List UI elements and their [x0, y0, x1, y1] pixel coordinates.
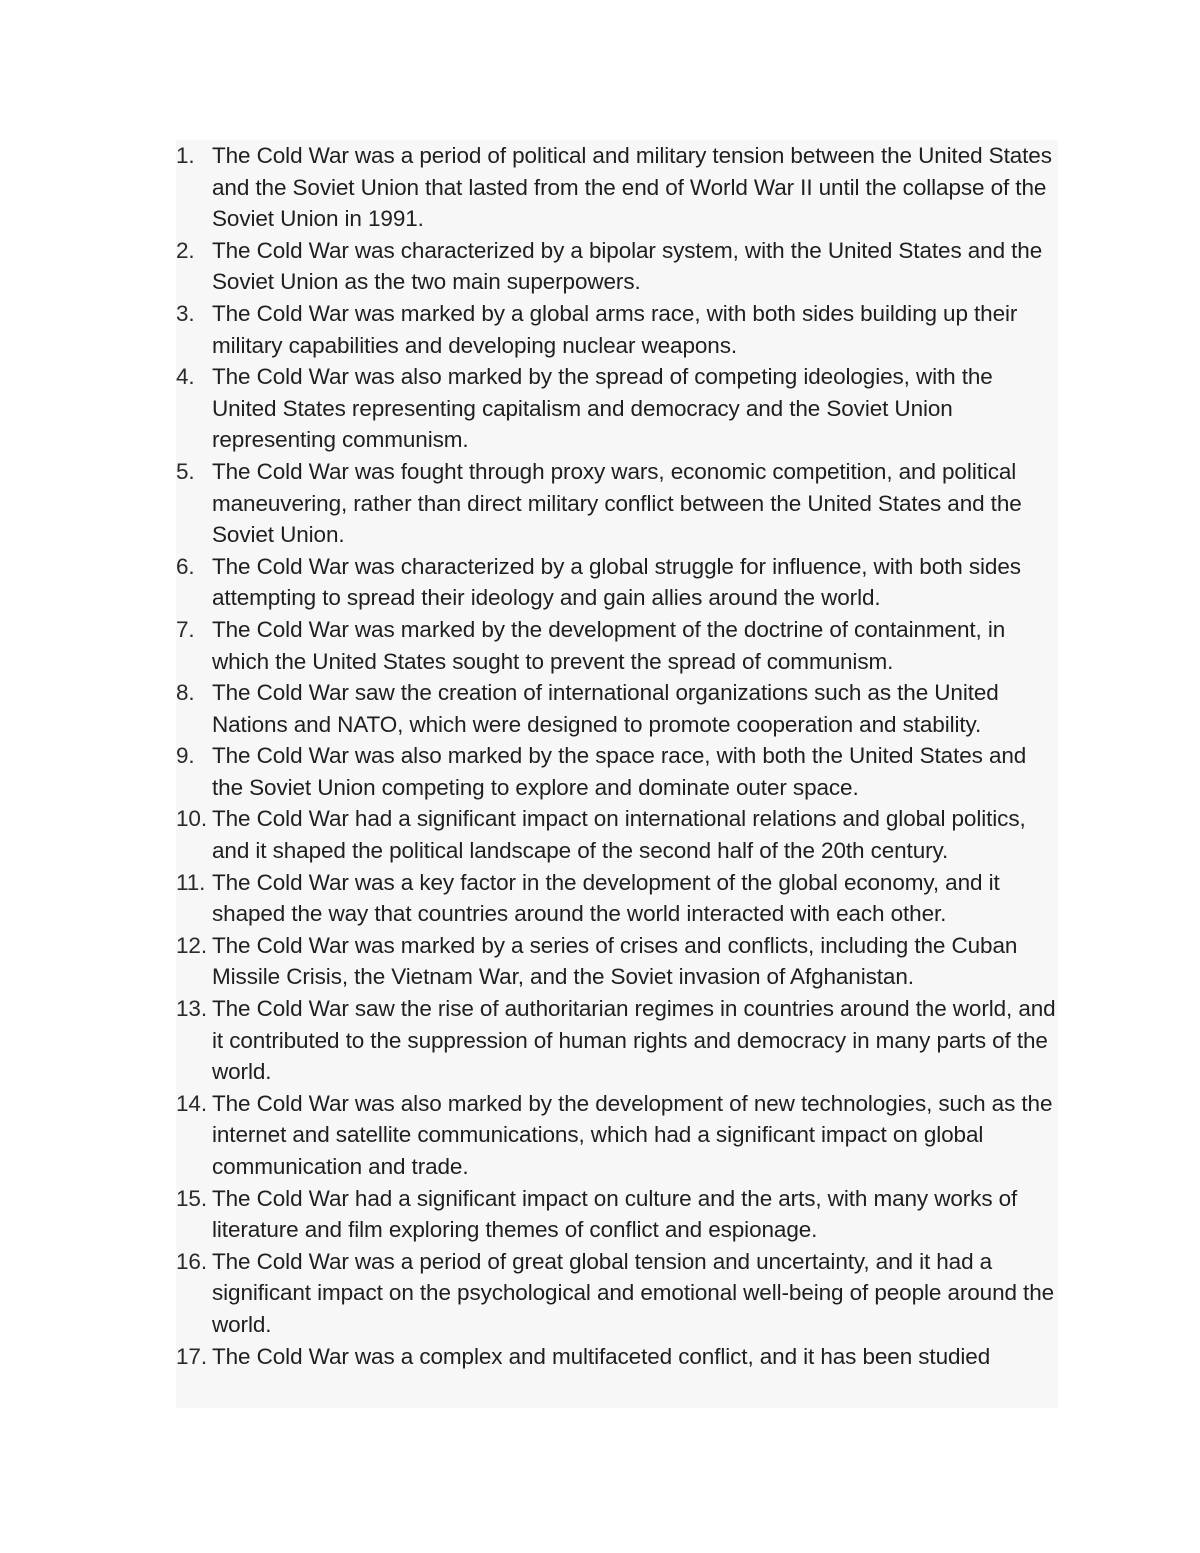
list-item-number: 4. — [176, 364, 195, 390]
list-item-number: 15. — [176, 1185, 207, 1211]
numbered-list-block — [176, 140, 1058, 1408]
list-item-number: 11. — [176, 869, 206, 895]
list-item — [176, 140, 1058, 235]
list-item — [176, 614, 1058, 677]
list-item-number: 12. — [176, 932, 207, 958]
list-item — [176, 361, 1058, 456]
list-item-text: The Cold War was also marked by the development of new technologies, such as the internet and satellite communications, which had a significant impact on global communication and trade. — [212, 1090, 1053, 1179]
list-item-number: 6. — [176, 553, 195, 579]
list-item-number: 1. — [176, 143, 195, 168]
list-item-text: The Cold War had a significant impact on international relations and global politics, and it shaped the political landscape of the second half of the 20th century. — [212, 806, 1026, 864]
list-item — [176, 930, 1058, 993]
list-item-number: 3. — [176, 300, 195, 326]
list-item — [176, 993, 1058, 1088]
list-item-number: 13. — [176, 996, 207, 1022]
list-item — [176, 867, 1058, 930]
numbered-list — [176, 140, 1058, 1372]
list-item-text: The Cold War was a key factor in the development of the global economy, and it shaped the way that countries around the world interacted with each other. — [212, 869, 1000, 927]
list-item-number: 2. — [176, 237, 195, 263]
list-item-number: 8. — [176, 680, 195, 706]
list-item — [176, 298, 1058, 361]
list-item — [176, 235, 1058, 298]
list-item-text: The Cold War was characterized by a bipolar system, with the United States and the Soviet Union as the two main superpowers. — [212, 237, 1043, 295]
list-item-text: The Cold War was marked by the development of the doctrine of containment, in which the United States sought to prevent the spread of communism. — [212, 616, 1006, 674]
list-item — [176, 1246, 1058, 1341]
list-item — [176, 1341, 1058, 1373]
list-item — [176, 803, 1058, 866]
list-item — [176, 677, 1058, 740]
list-item-number: 10. — [176, 806, 207, 832]
list-item — [176, 1183, 1058, 1246]
list-item-text: The Cold War saw the rise of authoritarian regimes in countries around the world, and it contributed to the suppression of human rights and democracy in many parts of the world. — [212, 996, 1056, 1085]
list-item — [176, 1088, 1058, 1183]
list-item-number: 5. — [176, 458, 195, 484]
list-item-text: The Cold War was also marked by the space race, with both the United States and the Soviet Union competing to explore and dominate outer space. — [212, 743, 1027, 800]
list-item-text: The Cold War was a period of great global tension and uncertainty, and it had a significant impact on the psychological and emotional well-being of people around the world. — [212, 1248, 1055, 1337]
list-item-number: 14. — [176, 1090, 207, 1116]
list-item-text: The Cold War was characterized by a global struggle for influence, with both sides attempting to spread their ideology and gain allies around the world. — [212, 553, 1021, 611]
list-item — [176, 551, 1058, 614]
list-item-text: The Cold War had a significant impact on culture and the arts, with many works of literature and film exploring themes of conflict and espionage. — [212, 1185, 1018, 1243]
list-item-number: 7. — [176, 616, 195, 642]
list-item — [176, 456, 1058, 551]
list-item-number: 9. — [176, 743, 195, 769]
list-item-text: The Cold War saw the creation of international organizations such as the United Nations and NATO, which were designed to promote cooperation and stability. — [212, 680, 999, 737]
list-item-text: The Cold War was also marked by the spread of competing ideologies, with the United States representing capitalism and democracy and the Soviet Union representing communism. — [212, 364, 993, 453]
list-item — [176, 740, 1058, 803]
list-item-text: The Cold War was a complex and multifaceted conflict, and it has been studied — [212, 1343, 991, 1369]
list-item-number: 17. — [176, 1343, 207, 1369]
list-item-text: The Cold War was a period of political and military tension between the United States and the Soviet Union that lasted from the end of World War II until the collapse of the Soviet Union in 1991. — [212, 143, 1052, 232]
list-item-text: The Cold War was marked by a global arms race, with both sides building up their military capabilities and developing nuclear weapons. — [212, 300, 1018, 358]
list-item-text: The Cold War was fought through proxy wars, economic competition, and political maneuvering, rather than direct military conflict between the United States and the Soviet Union. — [212, 458, 1022, 548]
list-item-text: The Cold War was marked by a series of crises and conflicts, including the Cuban Missile Crisis, the Vietnam War, and the Soviet invasion of Afghanistan. — [212, 932, 1018, 990]
list-item-number: 16. — [176, 1248, 207, 1274]
